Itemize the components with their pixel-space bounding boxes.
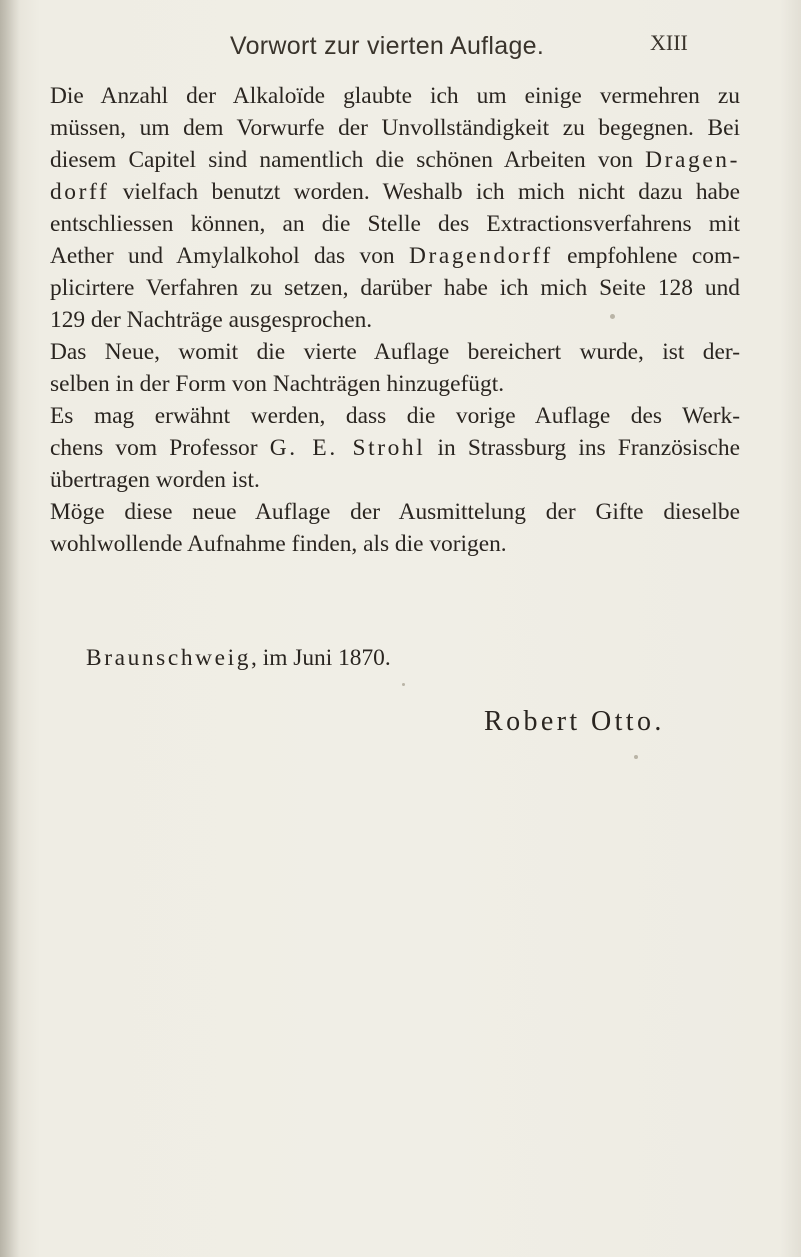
text-line: [50, 240, 740, 272]
paper-speck: [610, 314, 615, 319]
text-line: [50, 432, 740, 464]
text-segment: empfohlene com-: [552, 243, 740, 269]
page-number: XIII: [650, 30, 688, 55]
place-date-line: [86, 645, 391, 672]
text-line: [50, 304, 740, 336]
text-segment: Das Neue, womit die vierte Auflage bereichert wurde, ist der-: [50, 339, 740, 365]
text-line: [50, 528, 740, 560]
text-segment: chens vom Professor: [50, 435, 270, 461]
text-segment: diesem Capitel sind namentlich die schönen Arbeiten von: [50, 147, 646, 173]
text-line: [50, 272, 740, 304]
text-line: [50, 208, 740, 240]
text-segment: vielfach benutzt worden. Weshalb ich mich nicht dazu habe: [109, 179, 740, 205]
text-segment: selben in der Form von Nachträgen hinzugefügt.: [50, 371, 505, 397]
text-line: [50, 400, 740, 432]
spaced-name: Dragendorff: [409, 243, 553, 269]
text-segment: in Strassburg ins Französische: [425, 435, 740, 461]
binding-shadow: [0, 0, 20, 1257]
text-line: [50, 368, 740, 400]
paper-speck: [402, 683, 405, 686]
place-name: Braunschweig: [86, 645, 252, 671]
spaced-name: dorff: [50, 179, 110, 205]
date-text: , im Juni 1870.: [251, 645, 391, 671]
spaced-name: G. E. Strohl: [269, 435, 426, 461]
spaced-name: Dragen-: [645, 147, 740, 173]
text-segment: Aether und Amylalkohol das von: [50, 243, 409, 269]
text-segment: Es mag erwähnt werden, dass die vorige Auflage des Werk-: [50, 403, 740, 429]
text-line: [50, 144, 740, 176]
text-segment: müssen, um dem Vorwurfe der Unvollständigkeit zu begegnen. Bei: [50, 115, 740, 141]
text-segment: Die Anzahl der Alkaloïde glaubte ich um einige vermehren zu: [50, 83, 740, 109]
body-text: [50, 80, 740, 560]
text-segment: 129 der Nachträge ausgesprochen.: [50, 307, 373, 333]
running-head: Vorwort zur vierten Auflage.: [230, 32, 545, 60]
paper-speck: [634, 755, 638, 759]
text-segment: plicirtere Verfahren zu setzen, darüber habe ich mich Seite 128 und: [50, 275, 740, 301]
text-line: [50, 112, 740, 144]
text-line: [50, 336, 740, 368]
text-segment: Möge diese neue Auflage der Ausmittelung der Gifte dieselbe: [50, 499, 740, 525]
text-line: [50, 80, 740, 112]
author-signature: Robert Otto.: [484, 706, 665, 737]
text-line: [50, 496, 740, 528]
text-segment: übertragen worden ist.: [50, 467, 260, 493]
text-line: [50, 464, 740, 496]
text-segment: wohlwollende Aufnahme finden, als die vorigen.: [50, 531, 507, 557]
text-line: [50, 176, 740, 208]
text-segment: entschliessen können, an die Stelle des Extractionsverfahrens mit: [50, 211, 740, 237]
